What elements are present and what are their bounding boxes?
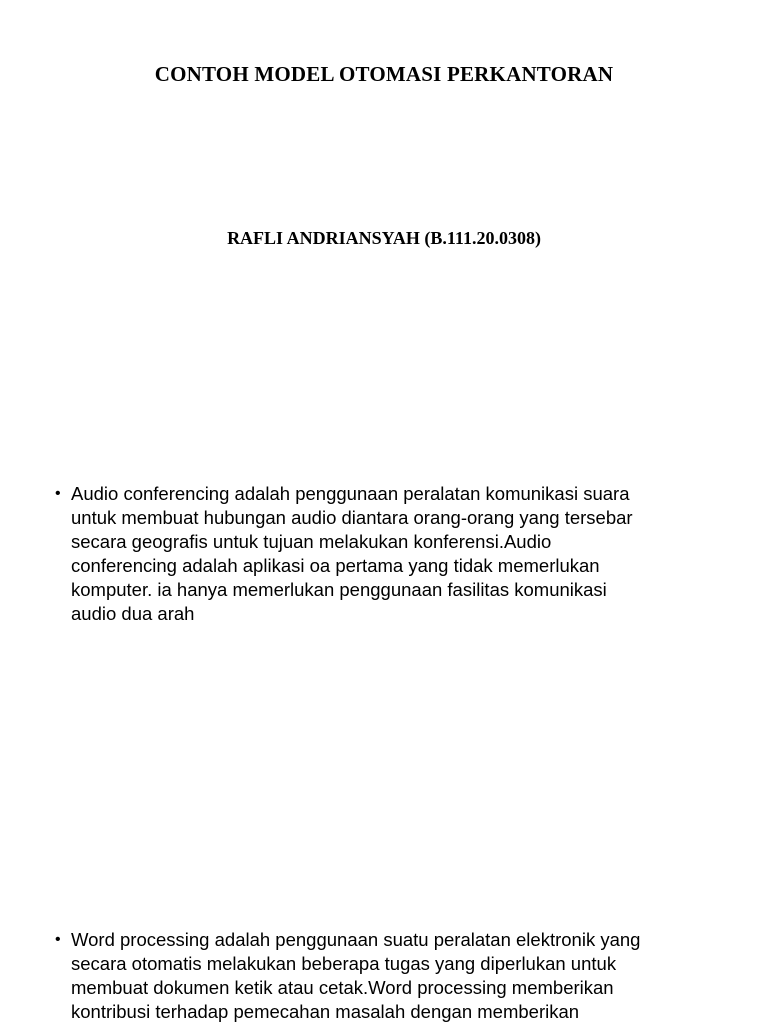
document-title: CONTOH MODEL OTOMASI PERKANTORAN	[154, 62, 614, 86]
text-line: Word processing adalah penggunaan suatu peralatan elektronik yang	[71, 929, 641, 950]
text-line: membuat dokumen ketik atau cetak.Word processing memberikan	[71, 977, 614, 998]
bullet-text	[71, 482, 715, 626]
bullet-icon: •	[55, 931, 61, 948]
bullet-text	[71, 928, 715, 1024]
bullet-icon: •	[55, 485, 61, 502]
bullet-item-audio-conferencing	[55, 482, 715, 626]
text-line: komputer. ia hanya memerlukan penggunaan fasilitas komunikasi	[71, 579, 607, 600]
author-line: RAFLI ANDRIANSYAH (B.111.20.0308)	[227, 228, 541, 248]
bullet-item-word-processing	[55, 928, 715, 1024]
text-line: secara otomatis melakukan beberapa tugas yang diperlukan untuk	[71, 953, 617, 974]
text-line: secara geografis untuk tujuan melakukan konferensi.Audio	[71, 531, 552, 552]
text-line: conferencing adalah aplikasi oa pertama yang tidak memerlukan	[71, 555, 600, 576]
text-line: Audio conferencing adalah penggunaan peralatan komunikasi suara	[71, 483, 630, 504]
text-line: kontribusi terhadap pemecahan masalah dengan memberikan	[71, 1001, 580, 1022]
text-line: audio dua arah	[71, 603, 195, 624]
text-line: untuk membuat hubungan audio diantara orang-orang yang tersebar	[71, 507, 633, 528]
